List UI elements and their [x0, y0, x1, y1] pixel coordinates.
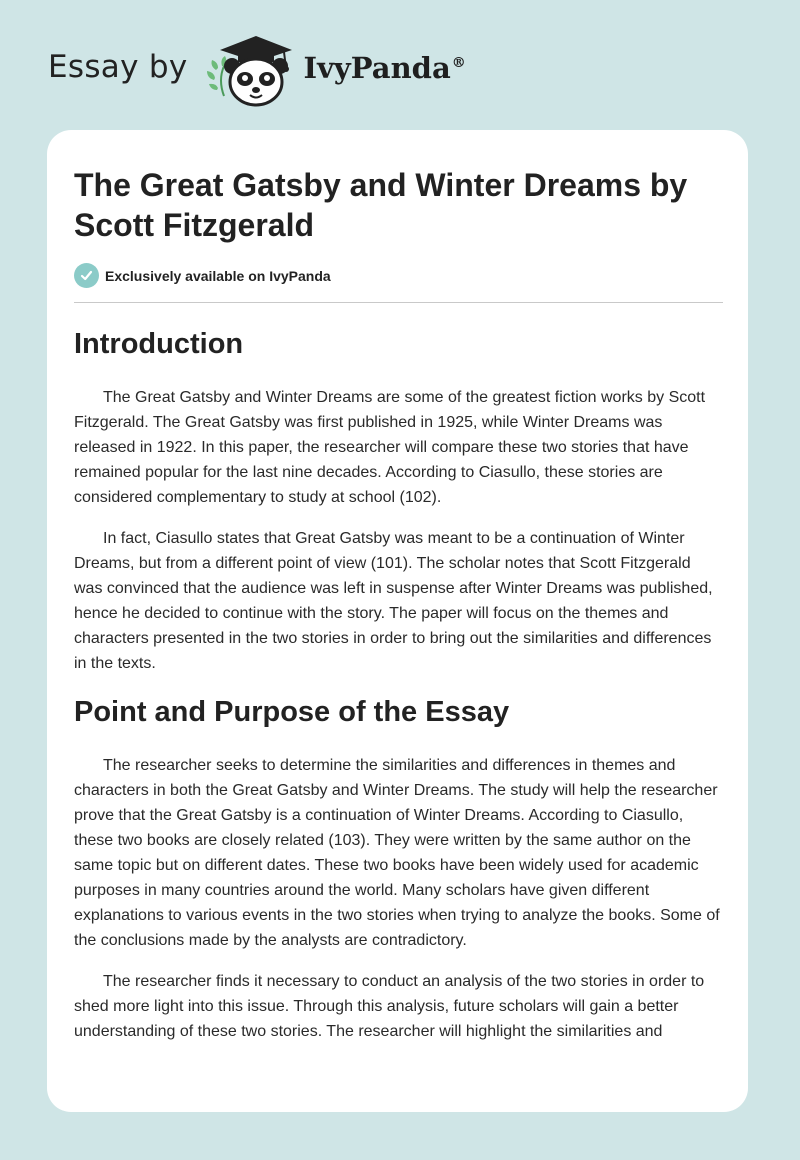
title-divider: [74, 302, 723, 303]
essay-title: The Great Gatsby and Winter Dreams by Scott Fitzgerald: [74, 167, 688, 243]
panda-logo-icon[interactable]: [204, 30, 300, 110]
paragraph: The researcher finds it necessary to conduct an analysis of the two stories in order to shed more light into this issue. Through this analysis, future scholars will gain a better understanding of these two stories. The researcher will highlight the similarities and: [74, 973, 705, 1040]
brand-text: IvyPanda: [303, 51, 451, 85]
site-header: [48, 30, 466, 110]
essay-by-label: Essay by: [48, 49, 188, 85]
exclusive-badge: [74, 263, 331, 288]
section-heading-purpose: Point and Purpose of the Essay: [74, 696, 510, 728]
brand-name[interactable]: [304, 51, 466, 85]
exclusive-label: Exclusively available on IvyPanda: [105, 267, 331, 284]
paragraph: The researcher seeks to determine the similarities and differences in themes and characters in both the Great Gatsby and Winter Dreams. The study will help the researcher prove that the Great Gatsby is a continuation of Winter Dreams. According to Ciasullo, these two books are closely related (103). They were written by the same author on the same topic but on different dates. These two books have been widely used for academic purposes in many countries around the world. Many scholars have given different explanations to various events in the two stories when trying to analyze the books. Some of the conclusions made by the analysts are contradictory.: [74, 757, 720, 949]
section-heading-introduction: Introduction: [74, 328, 244, 360]
essay-card: [47, 130, 748, 1112]
paragraph: The Great Gatsby and Winter Dreams are some of the greatest fiction works by Scott Fitzgerald. The Great Gatsby was first published in 1925, while Winter Dreams was released in 1922. In this paper, the researcher will compare these two stories that have remained popular for the last nine decades. According to Ciasullo, these stories are considered complementary to study at school (102).: [74, 389, 706, 506]
trademark-symbol: ®: [451, 55, 466, 72]
checkmark-icon: [74, 263, 99, 288]
paragraph: In fact, Ciasullo states that Great Gatsby was meant to be a continuation of Winter Dreams, but from a different point of view (101). The scholar notes that Scott Fitzgerald was convinced that the audience was left in suspense after Winter Dreams was published, hence he decided to continue with the story. The paper will focus on the themes and characters presented in the two stories in order to bring out the similarities and differences in the texts.: [74, 530, 713, 672]
